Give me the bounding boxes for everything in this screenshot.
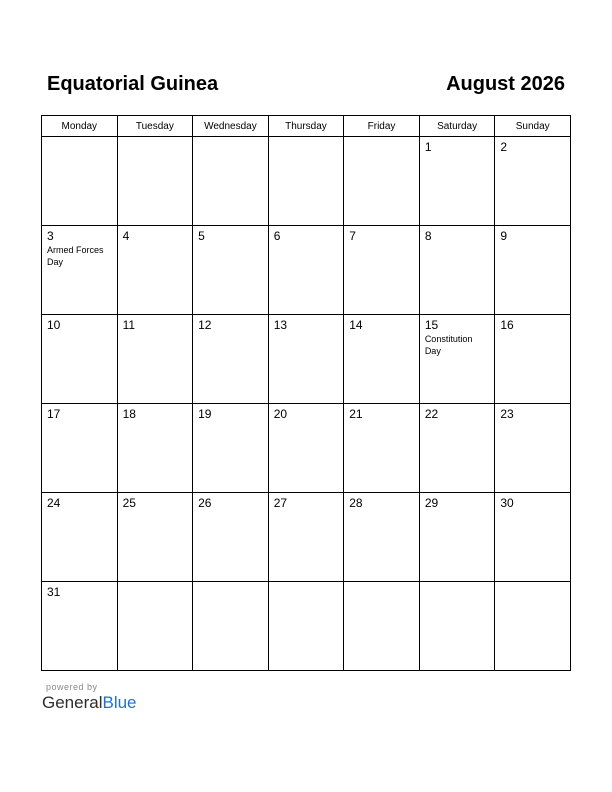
week-row — [42, 315, 571, 404]
day-cell — [193, 582, 269, 671]
week-row — [42, 137, 571, 226]
day-cell — [42, 582, 118, 671]
day-cell — [42, 226, 118, 315]
day-number: 28 — [349, 496, 363, 510]
day-number: 19 — [198, 407, 212, 421]
day-cell — [419, 404, 495, 493]
day-cell — [495, 493, 571, 582]
weekday-header: Wednesday — [193, 116, 269, 137]
day-cell — [193, 226, 269, 315]
day-cell — [495, 137, 571, 226]
day-number: 15 — [424, 318, 439, 332]
day-cell — [344, 493, 420, 582]
day-cell — [495, 582, 571, 671]
day-cell — [268, 226, 344, 315]
day-cell — [495, 226, 571, 315]
day-number: 27 — [273, 496, 288, 510]
day-cell — [117, 493, 193, 582]
day-cell — [268, 315, 344, 404]
day-cell — [42, 315, 118, 404]
day-number: 4 — [122, 229, 130, 243]
holiday-label: Constitution Day — [424, 334, 473, 356]
day-cell — [268, 137, 344, 226]
brand-blue-text: Blue — [102, 693, 137, 712]
day-number: 17 — [47, 407, 61, 421]
day-cell — [193, 493, 269, 582]
holiday-label: Armed Forces Day — [47, 245, 104, 267]
week-row — [42, 493, 571, 582]
day-cell — [344, 226, 420, 315]
day-cell — [419, 582, 495, 671]
day-number: 18 — [122, 407, 136, 421]
day-number: 22 — [424, 407, 439, 421]
day-cell — [193, 404, 269, 493]
day-number: 5 — [198, 229, 205, 243]
week-row — [42, 226, 571, 315]
calendar-country-title: Equatorial Guinea — [47, 73, 219, 95]
day-number: 21 — [349, 407, 363, 421]
day-cell — [495, 315, 571, 404]
day-cell — [419, 226, 495, 315]
day-number: 8 — [424, 229, 432, 243]
day-number: 24 — [47, 496, 61, 510]
calendar-grid — [41, 115, 571, 671]
day-number: 9 — [500, 229, 508, 243]
day-number: 23 — [500, 407, 514, 421]
powered-by-text: powered by — [46, 682, 98, 692]
generalblue-logo[interactable] — [42, 693, 137, 713]
day-cell — [193, 315, 269, 404]
day-number: 29 — [424, 496, 439, 510]
day-number: 25 — [122, 496, 136, 510]
day-number: 6 — [273, 229, 281, 243]
day-number: 26 — [198, 496, 212, 510]
day-cell — [495, 404, 571, 493]
day-cell — [117, 226, 193, 315]
day-cell — [419, 315, 495, 404]
day-cell — [268, 404, 344, 493]
weekday-header: Friday — [344, 116, 420, 137]
day-cell — [344, 404, 420, 493]
weekday-header: Thursday — [268, 116, 344, 137]
day-number: 12 — [198, 318, 212, 332]
week-row — [42, 404, 571, 493]
day-number: 10 — [47, 318, 61, 332]
day-cell — [193, 137, 269, 226]
day-number: 3 — [47, 229, 54, 243]
weekday-header: Saturday — [419, 116, 495, 137]
day-number: 13 — [273, 318, 288, 332]
day-number: 14 — [349, 318, 363, 332]
day-number: 1 — [424, 140, 432, 154]
day-cell — [268, 582, 344, 671]
day-cell — [344, 137, 420, 226]
day-number: 20 — [273, 407, 288, 421]
day-cell — [419, 137, 495, 226]
day-cell — [117, 404, 193, 493]
day-number: 31 — [47, 585, 61, 599]
day-cell — [344, 315, 420, 404]
day-number: 30 — [500, 496, 514, 510]
day-cell — [419, 493, 495, 582]
day-number: 2 — [500, 140, 508, 154]
day-cell — [117, 137, 193, 226]
week-row — [42, 582, 571, 671]
day-cell — [42, 404, 118, 493]
day-cell — [42, 493, 118, 582]
weekday-header: Tuesday — [117, 116, 193, 137]
day-number: 7 — [349, 229, 356, 243]
day-number: 16 — [500, 318, 514, 332]
day-number: 11 — [122, 318, 136, 332]
weekday-header-row — [42, 116, 571, 137]
day-cell — [117, 315, 193, 404]
calendar-month-title: August 2026 — [446, 73, 565, 95]
brand-general-text: General — [42, 693, 103, 712]
weekday-header: Monday — [42, 116, 118, 137]
day-cell — [117, 582, 193, 671]
day-cell — [344, 582, 420, 671]
day-cell — [268, 493, 344, 582]
weekday-header: Sunday — [495, 116, 571, 137]
day-cell — [42, 137, 118, 226]
